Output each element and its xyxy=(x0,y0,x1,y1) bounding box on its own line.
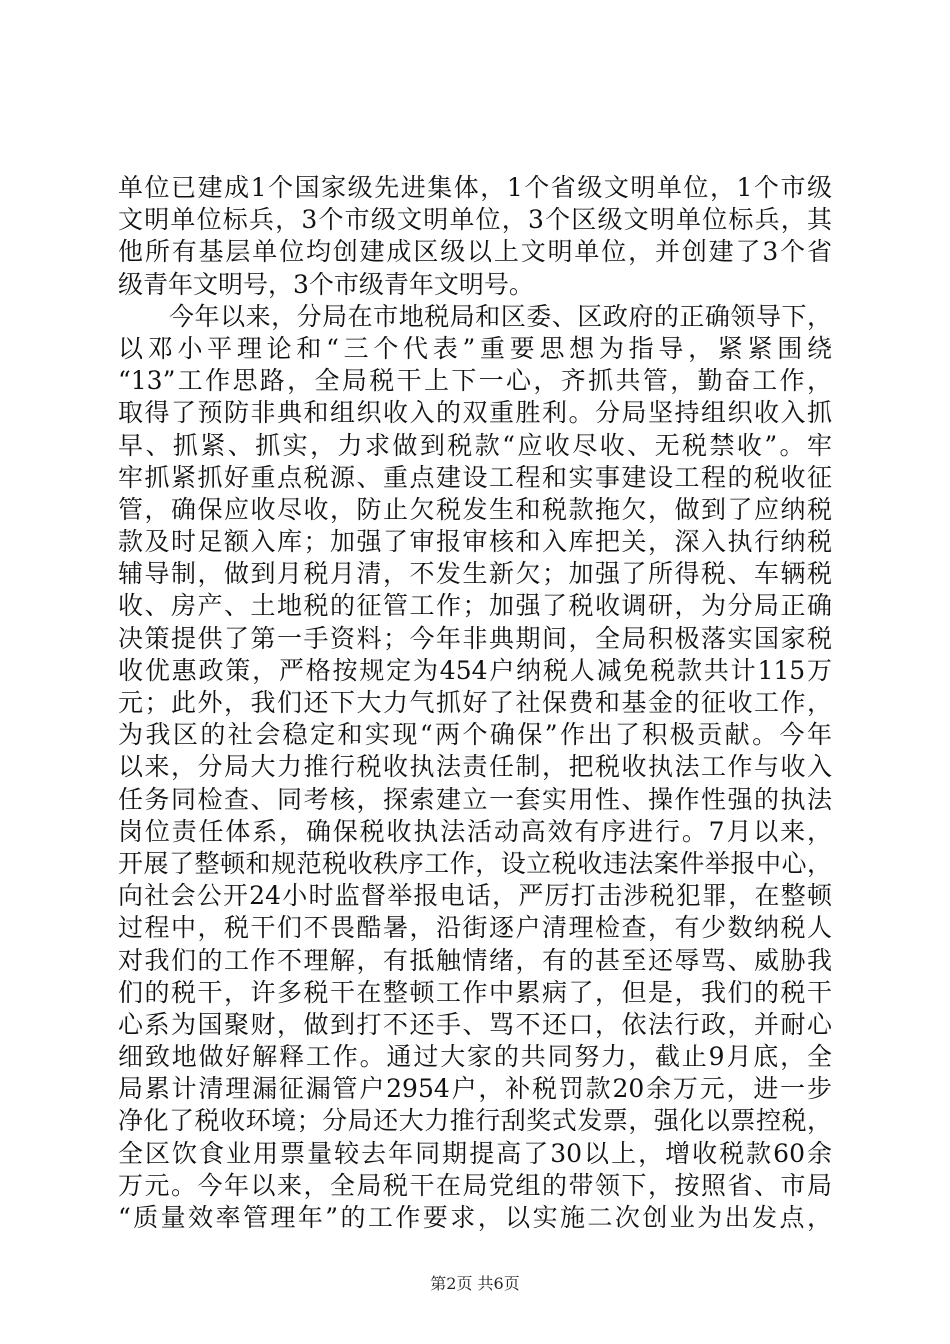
text-line: 元；此外，我们还下大力气抓好了社保费和基金的征收工作， xyxy=(118,688,832,717)
text-line: 款及时足额入库；加强了审报审核和入库把关，深入执行纳税 xyxy=(118,527,832,557)
text-line: 开展了整顿和规范税收秩序工作，设立税收违法案件举报中心， xyxy=(118,848,832,878)
text-line: 辅导制，做到月税月清，不发生新欠；加强了所得税、车辆税 xyxy=(118,559,832,589)
text-line: 过程中，税干们不畏酷暑，沿街逐户清理检查，有少数纳税人 xyxy=(118,913,832,943)
text-line: 牢抓紧抓好重点税源、重点建设工程和实事建设工程的税收征 xyxy=(118,462,832,492)
text-line: 他所有基层单位均创建成区级以上文明单位，并创建了3个省 xyxy=(118,237,832,267)
text-line: 以来，分局大力推行税收执法责任制，把税收执法工作与收入 xyxy=(118,752,832,782)
text-line: 管，确保应收尽收，防止欠税发生和税款拖欠，做到了应纳税 xyxy=(118,494,832,524)
text-line: 决策提供了第一手资料；今年非典期间，全局积极落实国家税 xyxy=(118,623,832,653)
text-line: 早、抓紧、抓实，力求做到税款“应收尽收、无税禁收”。牢 xyxy=(118,430,832,460)
text-line: 净化了税收环境；分局还大力推行刮奖式发票，强化以票控税， xyxy=(118,1106,832,1136)
text-line: 任务同检查、同考核，探索建立一套实用性、操作性强的执法 xyxy=(118,784,832,814)
page-number: 第2页 共6页 xyxy=(430,1274,520,1293)
text-line: 万元。今年以来，全局税干在局党组的带领下，按照省、市局 xyxy=(118,1170,832,1200)
text-line: 收、房产、土地税的征管工作；加强了税收调研，为分局正确 xyxy=(118,591,832,621)
text-line: 级青年文明号，3个市级青年文明号。 xyxy=(118,269,534,299)
text-line: 以邓小平理论和“三个代表”重要思想为指导，紧紧围绕 xyxy=(118,333,832,363)
text-line: 岗位责任体系，确保税收执法活动高效有序进行。7月以来， xyxy=(118,816,832,846)
text-line: “质量效率管理年”的工作要求，以实施二次创业为出发点， xyxy=(118,1203,832,1232)
text-line: “13”工作思路，全局税干上下一心，齐抓共管，勤奋工作， xyxy=(118,366,832,396)
text-line: 单位已建成1个国家级先进集体，1个省级文明单位，1个市级 xyxy=(118,173,832,202)
text-line: 们的税干，许多税干在整顿工作中累病了，但是，我们的税干 xyxy=(118,977,832,1007)
text-line: 取得了预防非典和组织收入的双重胜利。分局坚持组织收入抓 xyxy=(118,398,832,428)
text-line: 局累计清理漏征漏管户2954户，补税罚款20余万元，进一步 xyxy=(118,1074,832,1104)
body-text xyxy=(118,172,832,1234)
text-line: 心系为国聚财，做到打不还手、骂不还口，依法行政，并耐心 xyxy=(118,1009,832,1039)
text-line: 收优惠政策，严格按规定为454户纳税人减免税款共计115万 xyxy=(118,655,832,685)
text-line: 对我们的工作不理解，有抵触情绪，有的甚至还辱骂、威胁我 xyxy=(118,945,832,975)
text-line: 全区饮食业用票量较去年同期提高了30以上，增收税款60余 xyxy=(118,1138,832,1168)
text-line: 为我区的社会稳定和实现“两个确保”作出了积极贡献。今年 xyxy=(118,720,832,750)
page-footer xyxy=(0,1271,950,1294)
text-line: 细致地做好解释工作。通过大家的共同努力，截止9月底，全 xyxy=(118,1042,832,1072)
text-line: 向社会公开24小时监督举报电话，严厉打击涉税犯罪，在整顿 xyxy=(118,881,832,911)
text-line: 今年以来，分局在市地税局和区委、区政府的正确领导下， xyxy=(118,301,832,331)
text-line: 文明单位标兵，3个市级文明单位，3个区级文明单位标兵，其 xyxy=(118,205,832,235)
